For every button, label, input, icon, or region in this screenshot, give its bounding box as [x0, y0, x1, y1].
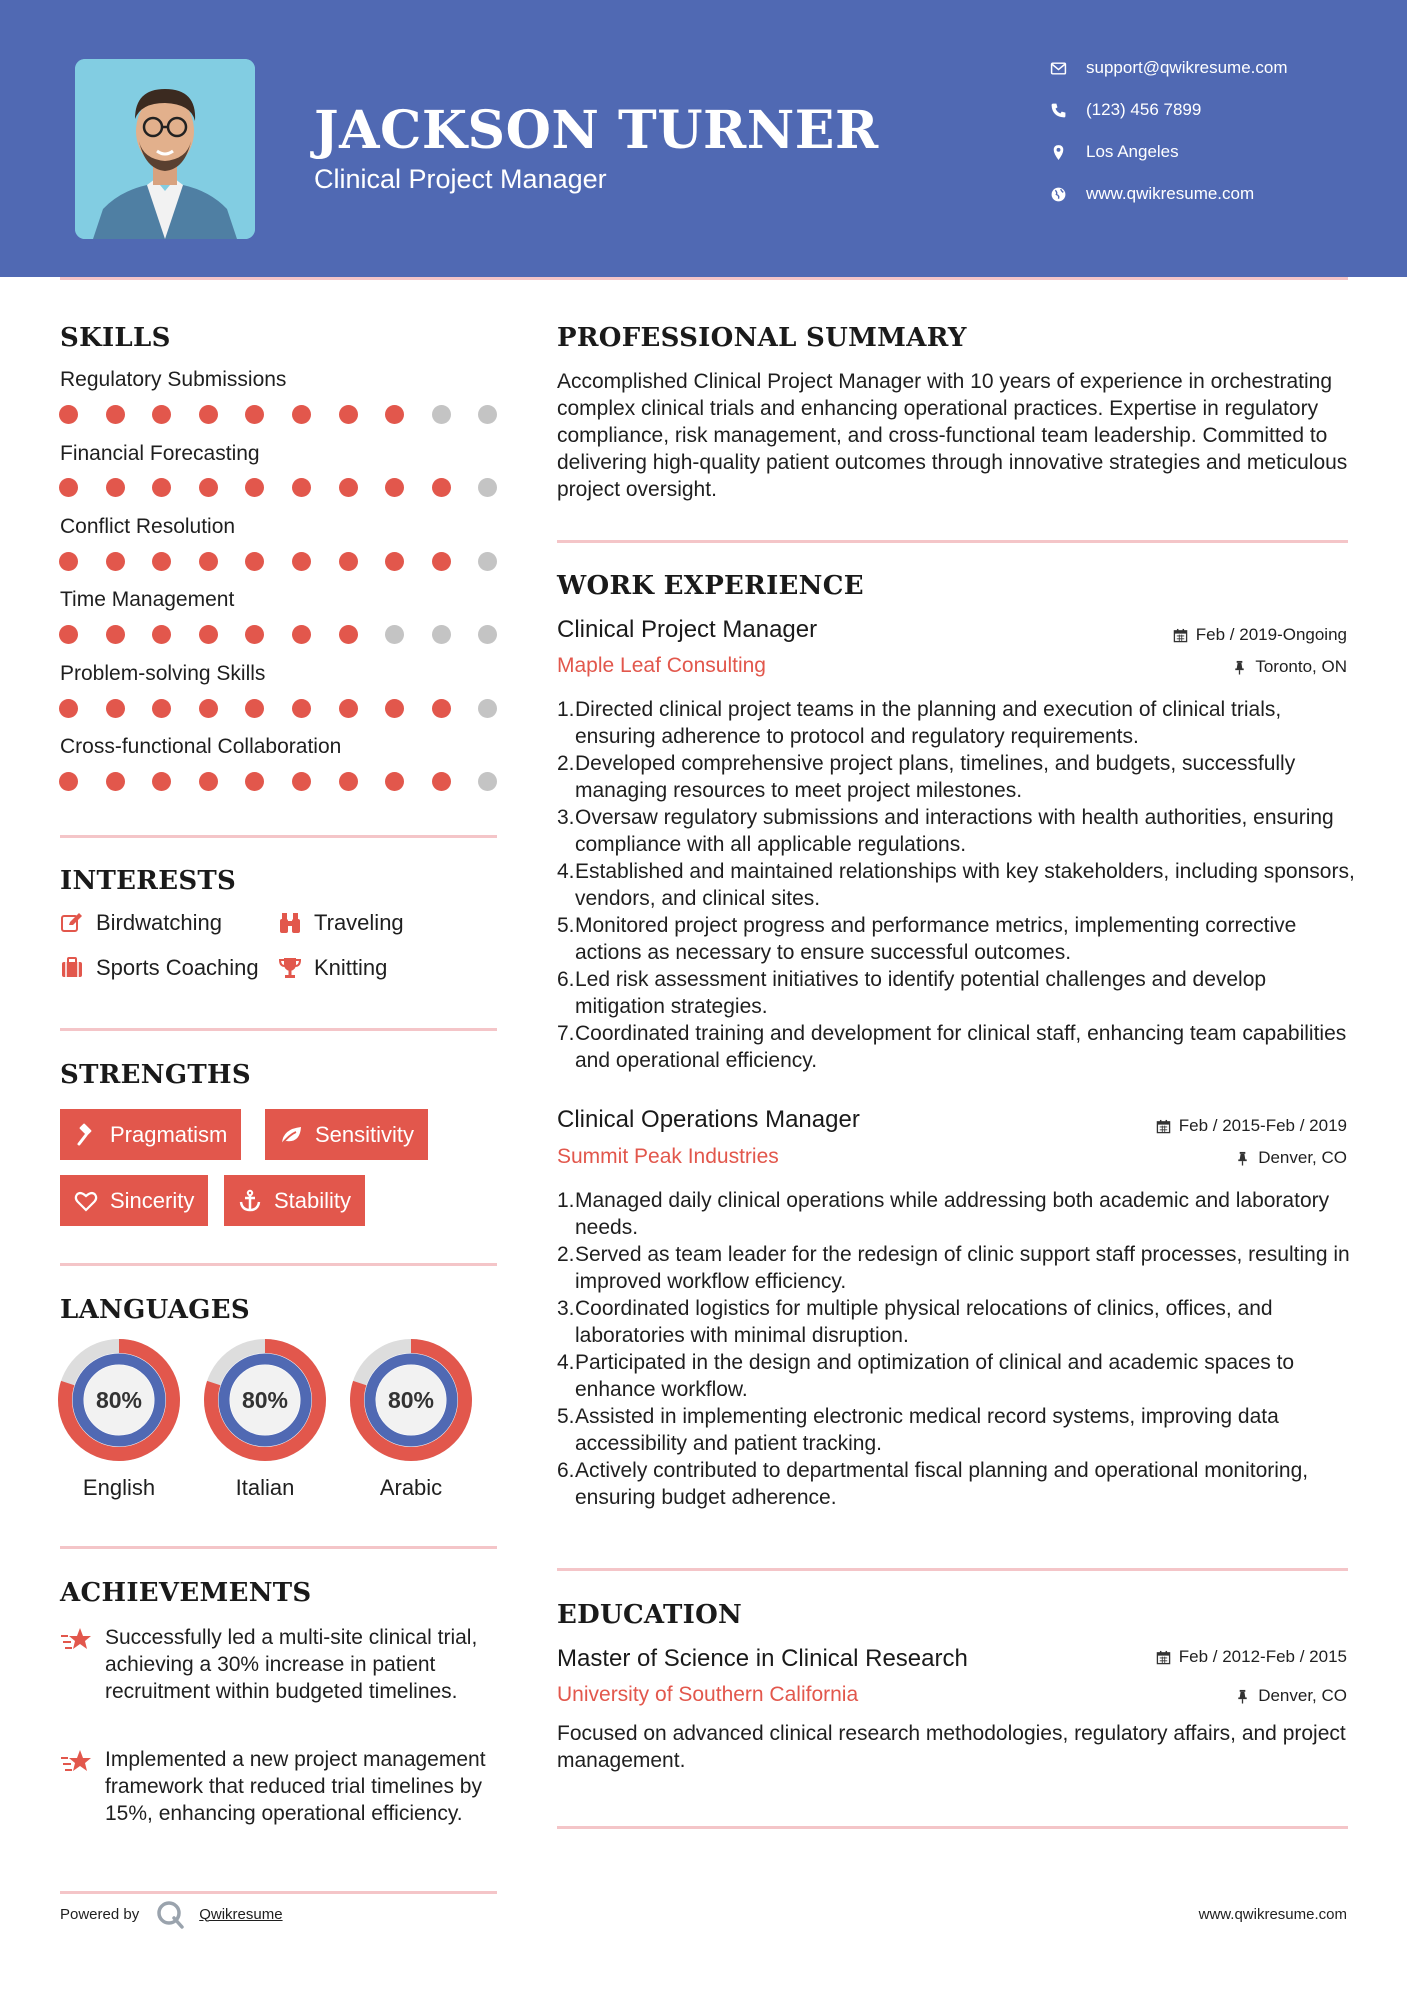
skill-name: Time Management — [60, 588, 235, 611]
skill-rating — [59, 552, 525, 571]
summary-text: Accomplished Clinical Project Manager with 10 years of experience in orchestrating complex clinical trials and enhancing operational practices. Expertise in regulatory compliance, risk management, and cross-functional team leadership. Committed to delivering high-quality patient outcomes through innovative strategies and meticulous project oversight. — [557, 370, 1348, 501]
responsibility-text: Coordinated logistics for multiple physical relocations of clinics, offices, and laboratories with minimal disruption. — [575, 1297, 1273, 1347]
skill-name: Regulatory Submissions — [60, 368, 287, 391]
interest-label: Sports Coaching — [96, 955, 259, 980]
rating-dot-filled — [432, 552, 451, 571]
rating-dot-filled — [432, 699, 451, 718]
rating-dot-filled — [106, 405, 125, 424]
language-gauge — [204, 1339, 326, 1461]
rating-dot-filled — [339, 552, 358, 571]
rating-dot-filled — [59, 625, 78, 644]
calendar-icon — [1156, 1650, 1171, 1665]
calendar-icon — [1173, 628, 1188, 643]
rating-dot-empty — [478, 772, 497, 791]
interest-label: Traveling — [314, 910, 404, 935]
rating-dot-filled — [59, 772, 78, 791]
rating-dot-filled — [106, 699, 125, 718]
rating-dot-filled — [245, 625, 264, 644]
rating-dot-filled — [339, 625, 358, 644]
footer-branding — [60, 1899, 283, 1929]
contact-email[interactable] — [1050, 58, 1390, 78]
star-ribbon-icon — [60, 1624, 105, 1705]
school-name: University of Southern California — [557, 1683, 859, 1706]
brand-link[interactable]: Qwikresume — [199, 1905, 283, 1923]
section-divider — [557, 1826, 1348, 1829]
rating-dot-filled — [292, 772, 311, 791]
responsibility-number: 7. — [557, 1022, 575, 1045]
strength-label: Sincerity — [110, 1187, 195, 1213]
rating-dot-filled — [339, 478, 358, 497]
education-location-text: Denver, CO — [1258, 1686, 1347, 1705]
responsibility-number: 2. — [557, 1243, 575, 1266]
responsibility-text: Monitored project progress and performance metrics, implementing corrective actions as necessary to ensure successful outcomes. — [575, 914, 1297, 964]
contact-location-text: Los Angeles — [1086, 142, 1179, 161]
skill-rating — [59, 772, 525, 791]
job-location-text: Denver, CO — [1258, 1148, 1347, 1167]
section-divider — [557, 540, 1348, 543]
briefcase-icon — [60, 956, 96, 980]
rating-dot-filled — [292, 552, 311, 571]
rating-dot-filled — [385, 699, 404, 718]
skill-name: Problem-solving Skills — [60, 662, 266, 685]
map-pin-icon — [1050, 144, 1086, 161]
phone-icon — [1050, 102, 1086, 119]
responsibility-text: Participated in the design and optimization of clinical and academic spaces to enhance workflow. — [575, 1351, 1295, 1401]
anchor-icon — [238, 1189, 262, 1213]
rating-dot-filled — [245, 552, 264, 571]
summary-heading: PROFESSIONAL SUMMARY — [557, 323, 967, 353]
responsibility-number: 1. — [557, 698, 575, 721]
pushpin-icon — [1235, 1689, 1250, 1704]
rating-dot-filled — [385, 552, 404, 571]
contact-website-text: www.qwikresume.com — [1086, 184, 1255, 203]
strengths-heading: STRENGTHS — [60, 1060, 251, 1090]
rating-dot-empty — [478, 405, 497, 424]
responsibility-text: Established and maintained relationships with key stakeholders, including sponsors, vendors, and clinical sites. — [575, 860, 1355, 910]
calendar-icon — [1156, 1119, 1171, 1134]
rating-dot-filled — [106, 772, 125, 791]
rating-dot-filled — [152, 478, 171, 497]
strength-tag — [60, 1175, 208, 1226]
rating-dot-filled — [152, 625, 171, 644]
responsibility-number: 2. — [557, 752, 575, 775]
rating-dot-filled — [199, 405, 218, 424]
interest-label: Knitting — [314, 955, 388, 980]
interest-item — [60, 910, 222, 936]
job-location — [1235, 1148, 1347, 1168]
education-dates — [1156, 1647, 1347, 1667]
strength-label: Stability — [274, 1187, 352, 1213]
responsibility-item — [557, 804, 1357, 858]
rating-dot-filled — [152, 552, 171, 571]
rating-dot-filled — [339, 699, 358, 718]
section-divider — [60, 1891, 497, 1894]
globe-icon — [1050, 186, 1086, 203]
languages-heading: LANGUAGES — [60, 1295, 250, 1325]
rating-dot-filled — [59, 699, 78, 718]
language-percent: 80% — [241, 1387, 289, 1413]
candidate-name: JACKSON TURNER — [314, 100, 879, 161]
rating-dot-filled — [199, 552, 218, 571]
rating-dot-filled — [292, 478, 311, 497]
gavel-icon — [74, 1123, 98, 1147]
rating-dot-filled — [106, 478, 125, 497]
rating-dot-filled — [339, 405, 358, 424]
rating-dot-filled — [245, 699, 264, 718]
rating-dot-filled — [106, 552, 125, 571]
rating-dot-filled — [292, 625, 311, 644]
rating-dot-filled — [245, 772, 264, 791]
job-responsibilities — [557, 1187, 1357, 1511]
job-title: Clinical Project Manager — [557, 616, 818, 643]
contact-phone[interactable] — [1050, 100, 1390, 120]
interest-label: Birdwatching — [96, 910, 222, 935]
envelope-icon — [1050, 60, 1086, 77]
responsibility-text: Assisted in implementing electronic medical record systems, improving data accessibility and patient tracking. — [575, 1405, 1279, 1455]
rating-dot-filled — [59, 552, 78, 571]
rating-dot-filled — [245, 405, 264, 424]
rating-dot-empty — [478, 625, 497, 644]
rating-dot-filled — [432, 478, 451, 497]
resume-header — [0, 0, 1407, 277]
strength-tag — [60, 1109, 241, 1160]
star-ribbon-icon — [60, 1746, 105, 1827]
language-percent: 80% — [387, 1387, 435, 1413]
pencil-square-icon — [60, 911, 96, 935]
responsibility-item — [557, 1349, 1357, 1403]
interest-item — [60, 955, 259, 981]
rating-dot-filled — [59, 405, 78, 424]
strength-label: Sensitivity — [315, 1121, 415, 1147]
responsibility-text: Served as team leader for the redesign of clinic support staff processes, resulting in improved workflow efficiency. — [575, 1243, 1350, 1293]
strength-tag — [265, 1109, 428, 1160]
powered-by-text: Powered by — [60, 1905, 140, 1923]
rating-dot-filled — [199, 772, 218, 791]
responsibility-number: 1. — [557, 1189, 575, 1212]
strength-label: Pragmatism — [110, 1121, 228, 1147]
skill-rating — [59, 405, 525, 424]
rating-dot-filled — [339, 772, 358, 791]
interests-heading: INTERESTS — [60, 866, 237, 896]
contact-website[interactable] — [1050, 184, 1390, 204]
rating-dot-filled — [385, 772, 404, 791]
responsibility-number: 6. — [557, 968, 575, 991]
responsibility-number: 5. — [557, 914, 575, 937]
job-dates — [1173, 625, 1347, 645]
responsibility-item — [557, 1295, 1357, 1349]
responsibility-text: Actively contributed to departmental fiscal planning and operational monitoring, ensuring budget adherence. — [575, 1459, 1309, 1509]
rating-dot-filled — [152, 699, 171, 718]
heart-icon — [74, 1189, 98, 1213]
experience-heading: WORK EXPERIENCE — [557, 571, 864, 601]
rating-dot-empty — [478, 699, 497, 718]
rating-dot-filled — [292, 699, 311, 718]
rating-dot-filled — [245, 478, 264, 497]
rating-dot-empty — [478, 552, 497, 571]
job-responsibilities — [557, 696, 1357, 1074]
rating-dot-filled — [385, 478, 404, 497]
language-name: Arabic — [379, 1475, 443, 1500]
skills-heading: SKILLS — [60, 323, 171, 353]
rating-dot-filled — [432, 772, 451, 791]
responsibility-item — [557, 966, 1357, 1020]
section-divider — [60, 1263, 497, 1266]
responsibility-item — [557, 1187, 1357, 1241]
education-description: Focused on advanced clinical research methodologies, regulatory affairs, and project management. — [557, 1722, 1346, 1772]
language-name: English — [82, 1475, 156, 1500]
profile-photo — [75, 59, 255, 239]
skill-name: Conflict Resolution — [60, 515, 236, 538]
responsibility-number: 3. — [557, 1297, 575, 1320]
responsibility-item — [557, 1403, 1357, 1457]
contact-phone-text: (123) 456 7899 — [1086, 100, 1202, 119]
job-dates-text: Feb / 2015-Feb / 2019 — [1178, 1116, 1347, 1135]
achievement-item — [60, 1624, 500, 1705]
rating-dot-empty — [432, 405, 451, 424]
degree-title: Master of Science in Clinical Research — [557, 1645, 968, 1672]
education-dates-text: Feb / 2012-Feb / 2015 — [1178, 1647, 1347, 1666]
language-percent: 80% — [95, 1387, 143, 1413]
achievement-text: Successfully led a multi-site clinical trial, achieving a 30% increase in patient recruitment within budgeted timelines. — [105, 1626, 478, 1703]
responsibility-number: 4. — [557, 860, 575, 883]
rating-dot-filled — [152, 405, 171, 424]
footer-url[interactable]: www.qwikresume.com — [1198, 1906, 1347, 1923]
responsibility-item — [557, 1457, 1357, 1511]
education-location — [1235, 1686, 1347, 1706]
responsibility-number: 3. — [557, 806, 575, 829]
responsibility-item — [557, 858, 1357, 912]
responsibility-text: Directed clinical project teams in the planning and execution of clinical trials, ensuring adherence to protocol and regulatory requirements. — [575, 698, 1282, 748]
responsibility-text: Coordinated training and development for clinical staff, enhancing team capabilities and operational efficiency. — [575, 1022, 1347, 1072]
job-location — [1232, 657, 1347, 677]
education-heading: EDUCATION — [557, 1600, 743, 1630]
responsibility-number: 6. — [557, 1459, 575, 1482]
header-divider — [60, 277, 1348, 280]
rating-dot-empty — [432, 625, 451, 644]
responsibility-number: 4. — [557, 1351, 575, 1374]
skill-rating — [59, 625, 525, 644]
language-gauge — [58, 1339, 180, 1461]
language-gauge — [350, 1339, 472, 1461]
responsibility-item — [557, 912, 1357, 966]
interest-item — [278, 910, 404, 936]
contact-location — [1050, 142, 1390, 162]
company-name: Maple Leaf Consulting — [557, 654, 766, 677]
rating-dot-empty — [478, 478, 497, 497]
responsibility-item — [557, 750, 1357, 804]
skill-name: Financial Forecasting — [60, 442, 260, 465]
trophy-icon — [278, 956, 314, 980]
job-dates-text: Feb / 2019-Ongoing — [1195, 625, 1347, 644]
pushpin-icon — [1232, 660, 1247, 675]
job-title: Clinical Operations Manager — [557, 1106, 860, 1133]
responsibility-text: Developed comprehensive project plans, timelines, and budgets, successfully managing resources to meet project milestones. — [575, 752, 1296, 802]
section-divider — [60, 835, 497, 838]
responsibility-text: Oversaw regulatory submissions and interactions with health authorities, ensuring compliance with all applicable regulations. — [575, 806, 1334, 856]
qwikresume-logo-icon — [155, 1899, 185, 1929]
company-name: Summit Peak Industries — [557, 1145, 779, 1168]
leaf-icon — [279, 1123, 303, 1147]
interest-item — [278, 955, 387, 981]
language-name: Italian — [235, 1475, 295, 1500]
responsibility-item — [557, 1020, 1357, 1074]
rating-dot-filled — [199, 478, 218, 497]
binoculars-icon — [278, 911, 314, 935]
achievement-text: Implemented a new project management framework that reduced trial timelines by 15%, enhancing operational efficiency. — [105, 1748, 486, 1825]
responsibility-text: Managed daily clinical operations while addressing both academic and laboratory needs. — [575, 1189, 1330, 1239]
skill-rating — [59, 478, 525, 497]
rating-dot-filled — [199, 699, 218, 718]
rating-dot-filled — [385, 405, 404, 424]
responsibility-item — [557, 1241, 1357, 1295]
pushpin-icon — [1235, 1151, 1250, 1166]
candidate-role: Clinical Project Manager — [314, 164, 607, 194]
achievement-item — [60, 1746, 500, 1827]
rating-dot-empty — [385, 625, 404, 644]
achievements-heading: ACHIEVEMENTS — [60, 1578, 312, 1608]
job-location-text: Toronto, ON — [1255, 657, 1347, 676]
profile-photo-illustration — [75, 59, 255, 239]
strength-tag — [224, 1175, 365, 1226]
job-dates — [1156, 1116, 1347, 1136]
responsibility-item — [557, 696, 1357, 750]
rating-dot-filled — [59, 478, 78, 497]
rating-dot-filled — [152, 772, 171, 791]
rating-dot-filled — [199, 625, 218, 644]
skill-rating — [59, 699, 525, 718]
section-divider — [557, 1568, 1348, 1571]
responsibility-text: Led risk assessment initiatives to identify potential challenges and develop mitigation strategies. — [575, 968, 1267, 1018]
rating-dot-filled — [292, 405, 311, 424]
responsibility-number: 5. — [557, 1405, 575, 1428]
section-divider — [60, 1546, 497, 1549]
rating-dot-filled — [106, 625, 125, 644]
skill-name: Cross-functional Collaboration — [60, 735, 342, 758]
section-divider — [60, 1028, 497, 1031]
contact-email-text: support@qwikresume.com — [1086, 58, 1288, 77]
